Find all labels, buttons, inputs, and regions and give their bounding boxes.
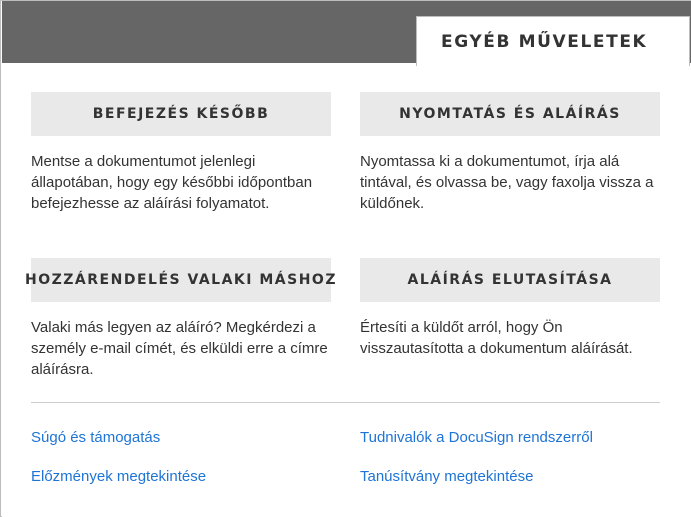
assign-to-someone-else-button[interactable]: HOZZÁRENDELÉS VALAKI MÁSHOZ [31, 258, 331, 302]
tab-other-actions[interactable]: EGYÉB MŰVELETEK [416, 16, 690, 66]
help-and-support-link[interactable]: Súgó és támogatás [31, 429, 161, 446]
divider [31, 402, 660, 403]
assign-to-someone-else-description: Valaki más legyen az aláíró? Megkérdezi a személy e-mail címét, és elküldi erre a címre aláírásra. [31, 319, 328, 378]
view-certificate-link[interactable]: Tanúsítvány megtekintése [360, 468, 534, 485]
about-docusign-link[interactable]: Tudnivalók a DocuSign rendszerről [360, 429, 593, 446]
decline-to-sign-description: Értesíti a küldőt arról, hogy Ön visszautasította a dokumentum aláírását. [360, 319, 633, 357]
print-and-sign-description: Nyomtassa ki a dokumentumot, írja alá tintával, és olvassa be, vagy faxolja vissza a küldőnek. [360, 153, 654, 212]
finish-later-button[interactable]: BEFEJEZÉS KÉSŐBB [31, 92, 331, 136]
print-and-sign-button[interactable]: NYOMTATÁS ÉS ALÁÍRÁS [360, 92, 660, 136]
finish-later-description: Mentse a dokumentumot jelenlegi állapotában, hogy egy későbbi időpontban befejezhesse az aláírási folyamatot. [31, 153, 313, 212]
decline-to-sign-button[interactable]: ALÁÍRÁS ELUTASÍTÁSA [360, 258, 660, 302]
view-history-link[interactable]: Előzmények megtekintése [31, 468, 207, 485]
